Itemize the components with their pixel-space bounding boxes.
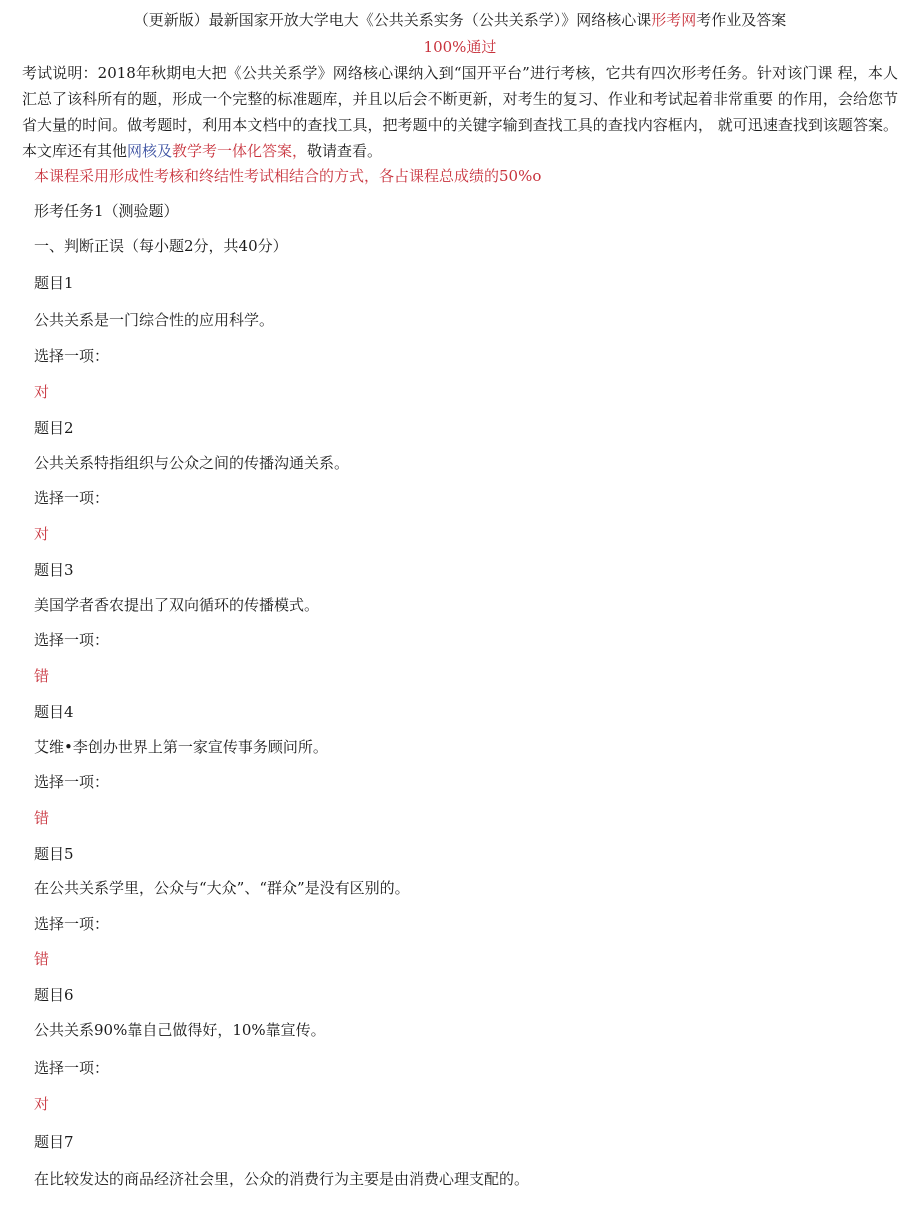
question-label: 题目4 bbox=[34, 703, 74, 721]
document-title bbox=[0, 9, 920, 31]
instructions-text-end: 敬请查看。 bbox=[307, 142, 383, 160]
choice-prompt: 选择一项： bbox=[34, 915, 110, 933]
choice-prompt: 选择一项： bbox=[34, 1059, 110, 1077]
answer: 对 bbox=[34, 383, 50, 401]
question-text: 艾维•李创办世界上第一家宣传事务顾问所。 bbox=[34, 738, 328, 756]
title-text: （更新版）最新国家开放大学电大《公共关系实务（公共关系学）》网络核心课 bbox=[133, 11, 652, 29]
document-subtitle: 100%通过 bbox=[423, 38, 497, 56]
answer: 错 bbox=[34, 667, 50, 685]
question-label: 题目1 bbox=[34, 274, 74, 292]
question-text: 在比较发达的商品经济社会里，公众的消费行为主要是由消费心理支配的。 bbox=[34, 1170, 530, 1188]
exam-instructions bbox=[22, 60, 898, 164]
choice-prompt: 选择一项： bbox=[34, 631, 110, 649]
question-label: 题目7 bbox=[34, 1133, 74, 1151]
answer: 对 bbox=[34, 1095, 50, 1113]
link-wanghe[interactable]: 网核及 bbox=[127, 142, 173, 160]
answer: 对 bbox=[34, 525, 50, 543]
choice-prompt: 选择一项： bbox=[34, 773, 110, 791]
section-title: 一、判断正误（每小题2分，共40分） bbox=[34, 237, 288, 255]
question-text: 在公共关系学里，公众与“大众”、“群众”是没有区别的。 bbox=[34, 879, 410, 897]
task-title: 形考任务1（测验题） bbox=[34, 202, 179, 220]
title-link[interactable]: 形考网 bbox=[651, 11, 697, 29]
question-text: 美国学者香农提出了双向循环的传播模式。 bbox=[34, 596, 320, 614]
question-label: 题目5 bbox=[34, 845, 74, 863]
answer: 错 bbox=[34, 950, 50, 968]
question-label: 题目3 bbox=[34, 561, 74, 579]
course-assessment-note: 本课程采用形成性考核和终结性考试相结合的方式，各占课程总成绩的50%o bbox=[34, 167, 542, 185]
question-text: 公共关系90%靠自己做得好，10%靠宣传。 bbox=[34, 1021, 326, 1039]
question-text: 公共关系特指组织与公众之间的传播沟通关系。 bbox=[34, 454, 350, 472]
instructions-text: 考试说明：2018年秋期电大把《公共关系学》网络核心课纳入到“国开平台”进行考核，它共有四次形考任务。针对该门课 程，本人汇总了该科所有的题，形成一个完整的标准题库，并且以后会不断更新，对考生的复习、作业和考试起着非常重要 的作用，会给您节省大量的时间。做考题时，利用本文档中的查找工具，把考题中的关键字输到查找工具的查找内容框内， 就可迅速查找到该题答案。本文库还有其他 bbox=[22, 64, 898, 160]
link-teaching-answers[interactable]: 教学考一体化答案， bbox=[172, 142, 308, 160]
question-label: 题目6 bbox=[34, 986, 74, 1004]
question-text: 公共关系是一门综合性的应用科学。 bbox=[34, 311, 275, 329]
answer: 错 bbox=[34, 809, 50, 827]
choice-prompt: 选择一项： bbox=[34, 489, 110, 507]
title-text-end: 考作业及答案 bbox=[696, 11, 787, 29]
question-label: 题目2 bbox=[34, 419, 74, 437]
choice-prompt: 选择一项： bbox=[34, 347, 110, 365]
